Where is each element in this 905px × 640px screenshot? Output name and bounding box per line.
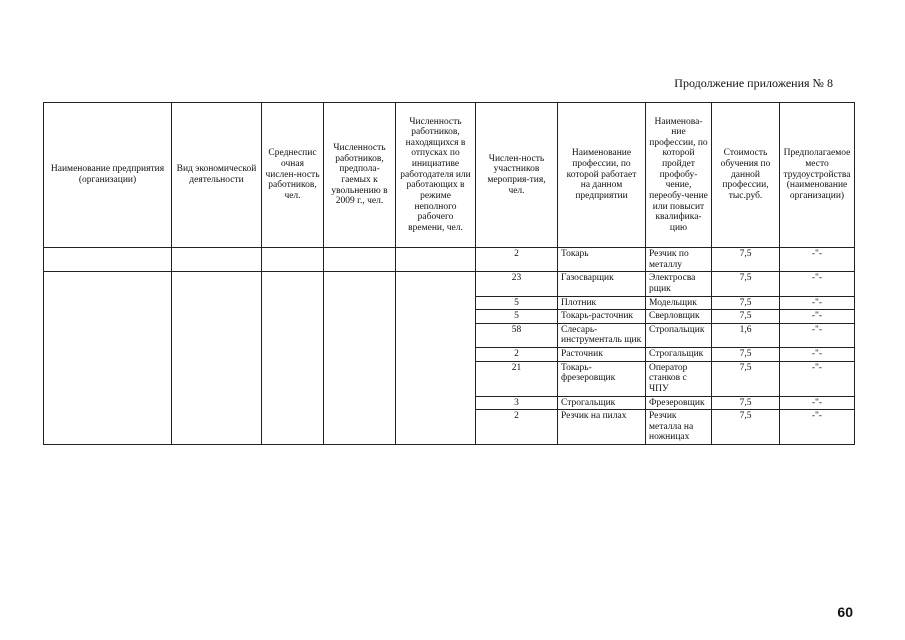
current-profession-cell: Резчик на пилах [558, 410, 646, 445]
cost-cell: 1,6 [712, 323, 780, 347]
header-training-cost: Стоимость обучения по данной профессии, тыс.руб. [712, 103, 780, 248]
page-number: 60 [837, 604, 853, 620]
participants-cell: 2 [476, 248, 558, 272]
cost-cell: 7,5 [712, 361, 780, 396]
participants-cell: 21 [476, 361, 558, 396]
cost-cell: 7,5 [712, 296, 780, 310]
planned-layoffs-cell [324, 272, 396, 445]
cost-cell: 7,5 [712, 410, 780, 445]
current-profession-cell: Токарь [558, 248, 646, 272]
training-table [43, 102, 855, 445]
part-time-cell [396, 272, 476, 445]
training-profession-cell: Резчик металла на ножницах [646, 410, 712, 445]
header-avg-headcount: Среднеспис очная числен-ность работников, чел. [262, 103, 324, 248]
cost-cell: 7,5 [712, 310, 780, 324]
organization-cell [44, 248, 172, 272]
training-profession-cell: Резчик по металлу [646, 248, 712, 272]
table-row [44, 248, 855, 272]
placement-cell: -"- [780, 248, 855, 272]
cost-cell: 7,5 [712, 348, 780, 362]
placement-cell: -"- [780, 296, 855, 310]
avg-headcount-cell [262, 248, 324, 272]
current-profession-cell: Токарь-фрезеровщик [558, 361, 646, 396]
table-row [44, 272, 855, 296]
training-profession-cell: Строгальщик [646, 348, 712, 362]
training-profession-cell: Стропальщик [646, 323, 712, 347]
avg-headcount-cell [262, 272, 324, 445]
current-profession-cell: Слесарь-инструменталь щик [558, 323, 646, 347]
participants-cell: 2 [476, 348, 558, 362]
participants-cell: 5 [476, 310, 558, 324]
planned-layoffs-cell [324, 248, 396, 272]
header-activity: Вид экономической деятельности [172, 103, 262, 248]
header-planned-layoffs: Численность работников, предпола-гаемых к увольнению в 2009 г., чел. [324, 103, 396, 248]
training-profession-cell: Фрезеровщик [646, 396, 712, 410]
header-training-profession: Наименова-ние профессии, по которой пройдет профобу-чение, переобу-чение или повысит квалифика-цию [646, 103, 712, 248]
participants-cell: 5 [476, 296, 558, 310]
header-placement: Предполагаемое место трудоустройства (наименование организации) [780, 103, 855, 248]
activity-cell [172, 272, 262, 445]
appendix-caption: Продолжение приложения № 8 [674, 76, 833, 90]
placement-cell: -"- [780, 361, 855, 396]
participants-cell: 23 [476, 272, 558, 296]
activity-cell [172, 248, 262, 272]
current-profession-cell: Строгальщик [558, 396, 646, 410]
organization-cell [44, 272, 172, 445]
placement-cell: -"- [780, 272, 855, 296]
header-row [44, 103, 855, 248]
header-part-time: Численность работников, находящихся в отпусках по инициативе работодателя или работающих в режиме неполного рабочего времени, чел. [396, 103, 476, 248]
cost-cell: 7,5 [712, 272, 780, 296]
header-participants: Числен-ность участников мероприя-тия, чел. [476, 103, 558, 248]
training-profession-cell: Электросва рщик [646, 272, 712, 296]
placement-cell: -"- [780, 396, 855, 410]
cost-cell: 7,5 [712, 396, 780, 410]
participants-cell: 58 [476, 323, 558, 347]
cost-cell: 7,5 [712, 248, 780, 272]
current-profession-cell: Газосварщик [558, 272, 646, 296]
training-profession-cell: Сверловщик [646, 310, 712, 324]
training-profession-cell: Модельщик [646, 296, 712, 310]
current-profession-cell: Расточник [558, 348, 646, 362]
participants-cell: 3 [476, 396, 558, 410]
placement-cell: -"- [780, 410, 855, 445]
participants-cell: 2 [476, 410, 558, 445]
placement-cell: -"- [780, 310, 855, 324]
placement-cell: -"- [780, 323, 855, 347]
placement-cell: -"- [780, 348, 855, 362]
current-profession-cell: Токарь-расточник [558, 310, 646, 324]
header-organization: Наименование предприятия (организации) [44, 103, 172, 248]
header-current-profession: Наименование профессии, по которой работает на данном предприятии [558, 103, 646, 248]
part-time-cell [396, 248, 476, 272]
current-profession-cell: Плотник [558, 296, 646, 310]
training-profession-cell: Оператор станков с ЧПУ [646, 361, 712, 396]
